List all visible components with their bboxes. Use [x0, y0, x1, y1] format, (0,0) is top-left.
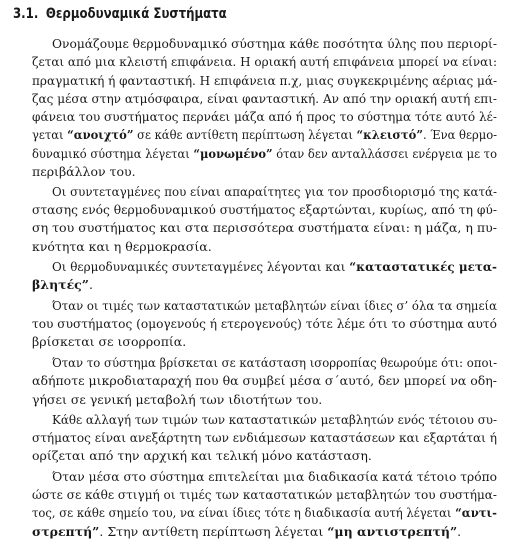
emphasized-term: “καταστατικές μετα- [349, 259, 497, 274]
text-run: Όταν το σύστημα βρίσκεται σε κατάσταση ισορροπίας θεωρούμε ότι: οποι- [52, 355, 498, 370]
text-run: . Στην αντίθετη περίπτωση λέγεται [99, 524, 328, 539]
text-line [32, 372, 497, 390]
text-run: . [88, 277, 93, 292]
text-run: στασης ενός θερμοδυναμικού συστήματος εξαρτώνται, κυρίως, από τη φύ- [32, 202, 498, 217]
text-line [32, 429, 497, 447]
text-line [32, 447, 372, 465]
text-line [32, 276, 93, 294]
text-line [52, 258, 497, 276]
text-line [32, 163, 136, 181]
section-heading [13, 5, 227, 23]
text-run: Όταν μέσα στο σύστημα επιτελείται μια διαδικασία κατά τέτοιο τρόπο [52, 469, 497, 484]
emphasized-term: “αντι- [455, 505, 497, 520]
section-number: 3.1. [13, 6, 39, 22]
text-line [52, 35, 497, 53]
text-run: γεται [32, 127, 68, 142]
text-line [32, 219, 497, 237]
text-run: . [457, 524, 462, 539]
text-run: σε κάθε αντίθετη περίπτωση λέγεται [133, 127, 357, 142]
text-line [32, 108, 497, 126]
emphasized-term: “μη αντιστρεπτή” [327, 524, 458, 539]
text-line [32, 523, 461, 541]
text-run: ση του συστήματος και στα περισσότερα συστήματα είναι: η μάζα, η πυ- [32, 220, 498, 235]
text-line [32, 53, 497, 71]
text-run: Όταν οι τιμές των καταστατικών μεταβλητών είναι ίδιες σ’ όλα τα σημεία [52, 298, 498, 313]
text-run: κνότητα και η θερμοκρασία. [32, 239, 212, 254]
text-run: ζεται από μια κλειστή επιφάνεια. Η οριακή αυτή επιφάνεια μπορεί να είναι: [32, 54, 497, 69]
text-line [52, 297, 497, 315]
text-line [32, 126, 497, 144]
emphasized-term: βλητές” [32, 277, 89, 292]
emphasized-term: στρεπτή” [32, 524, 100, 539]
text-line [32, 391, 322, 409]
text-run: Οι συντεταγμένες που είναι απαραίτητες για τον προσδιορισμό της κατά- [52, 184, 497, 199]
text-line [32, 238, 212, 256]
text-run: ορίζεται από την αρχική και τελική μόνο κατάσταση. [32, 448, 372, 463]
text-run: Ονομάζουμε θερμοδυναμικό σύστημα κάθε ποσότητα ύλης που περιορί- [52, 36, 497, 51]
text-line [52, 468, 497, 486]
text-line [32, 504, 497, 522]
text-run: πραγματική ή φανταστική. Η επιφάνεια π.χ, μιας συγκεκριμένης αέριας μά- [32, 73, 498, 88]
text-line [32, 333, 186, 351]
text-line [32, 145, 497, 163]
text-run: τος, σε κάθε σημείο του, να είναι ίδιες τότε η διαδικασία αυτή λέγεται [32, 505, 456, 520]
text-run: . Ένα θερμο- [422, 127, 498, 142]
emphasized-term: “ανοιχτό” [67, 127, 134, 142]
text-line [52, 183, 497, 201]
text-run: γήσει σε γενική μεταβολή των ιδιοτήτων του. [32, 392, 323, 407]
text-run: αδήποτε μικροδιαταραχή που θα συμβεί μέσα σ΄αυτό, δεν μπορεί να οδη- [32, 373, 498, 388]
text-line [32, 72, 497, 90]
text-run: φάνεια του συστήματος περνάει μάζα από ή προς το σύστημα τότε αυτό λέ- [32, 109, 498, 124]
emphasized-term: “κλειστό” [356, 127, 423, 142]
text-line [32, 486, 497, 504]
text-run: βρίσκεται σε ισορροπία. [32, 334, 187, 349]
text-run: ώστε σε κάθε στιγμή οι τιμές των καταστατικών μεταβλητών του συστήμα- [32, 487, 498, 502]
text-run: ζας μέσα στην ατμόσφαιρα, είναι φανταστική. Αν από την οριακή αυτή επι- [32, 91, 498, 106]
text-run: όταν δεν ανταλλάσσει ενέργεια με το [272, 146, 498, 161]
text-line [32, 315, 497, 333]
text-run: δυναμικό σύστημα λέγεται [32, 146, 194, 161]
text-line [52, 411, 497, 429]
emphasized-term: “μονωμένο” [193, 146, 273, 161]
text-line [32, 90, 497, 108]
text-run: στήματος είναι ανεξάρτητη των ενδιάμεσων καταστάσεων και εξαρτάται ή [32, 430, 497, 445]
text-line [52, 354, 497, 372]
text-run: του συστήματος (ομογενούς ή ετερογενούς) τότε λέμε ότι το σύστημα αυτό [32, 316, 497, 331]
text-line [32, 201, 497, 219]
text-run: περιβάλλον του. [32, 164, 136, 179]
text-run: Κάθε αλλαγή των τιμών των καταστατικών μεταβλητών ενός τέτοιου συ- [52, 412, 498, 427]
section-title: Θερμοδυναμικά Συστήματα [45, 6, 227, 22]
text-run: Οι θερμοδυναμικές συντεταγμένες λέγονται και [52, 259, 350, 274]
